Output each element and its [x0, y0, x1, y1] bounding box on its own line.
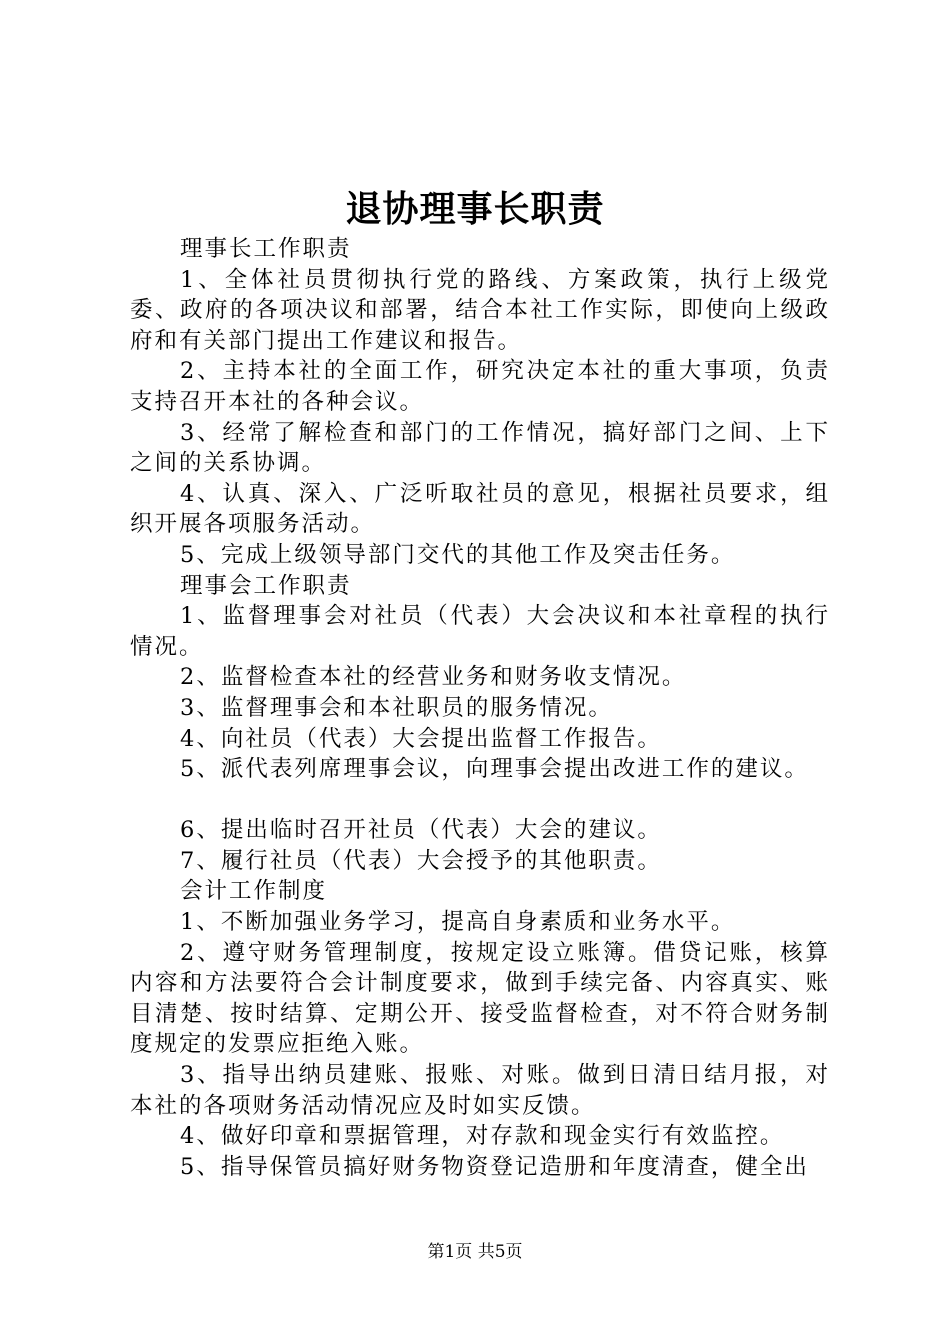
section-heading: 理事长工作职责 [180, 236, 352, 262]
paragraph: 4、做好印章和票据管理，对存款和现金实行有效监控。 [180, 1123, 785, 1150]
page-number-footer: 第1页 共5页 [427, 1242, 523, 1262]
paragraph: 1、全体社员贯彻执行党的路线、方案政策，执行上级党委、政府的各项决议和部署，结合本社工作实际，即使向上级政府和有关部门提出工作建议和报告。 [130, 266, 830, 354]
section-heading: 理事会工作职责 [180, 572, 352, 599]
paragraph: 7、履行社员（代表）大会授予的其他职责。 [180, 847, 662, 874]
paragraph: 3、监督理事会和本社职员的服务情况。 [180, 694, 613, 721]
paragraph: 2、遵守财务管理制度，按规定设立账簿。借贷记账，核算内容和方法要符合会计制度要求，做到手续完备、内容真实、账目清楚、按时结算、定期公开、接受监督检查，对不符合财务制度规定的发票应拒绝入账。 [130, 939, 830, 1058]
paragraph: 3、经常了解检查和部门的工作情况，搞好部门之间、上下之间的关系协调。 [130, 419, 830, 477]
section-heading: 会计工作制度 [180, 878, 328, 905]
paragraph: 2、监督检查本社的经营业务和财务收支情况。 [180, 664, 687, 691]
document-title: 退协理事长职责 [345, 188, 605, 230]
paragraph: 1、监督理事会对社员（代表）大会决议和本社章程的执行情况。 [130, 603, 830, 660]
paragraph: 2、主持本社的全面工作，研究决定本社的重大事项，负责支持召开本社的各种会议。 [130, 358, 830, 415]
paragraph: 1、不断加强业务学习，提高自身素质和业务水平。 [180, 909, 736, 936]
paragraph: 4、认真、深入、广泛听取社员的意见，根据社员要求，组织开展各项服务活动。 [130, 480, 830, 538]
paragraph: 6、提出临时召开社员（代表）大会的建议。 [180, 817, 662, 844]
paragraph: 5、指导保管员搞好财务物资登记造册和年度清查，健全出 [180, 1153, 809, 1180]
blank-line [130, 785, 830, 816]
document-body [130, 234, 830, 1182]
paragraph: 3、指导出纳员建账、报账、对账。做到日清日结月报，对本社的各项财务活动情况应及时如实反馈。 [130, 1062, 830, 1119]
paragraph: 5、派代表列席理事会议，向理事会提出改进工作的建议。 [180, 756, 809, 783]
paragraph: 5、完成上级领导部门交代的其他工作及突击任务。 [180, 541, 736, 568]
paragraph: 4、向社员（代表）大会提出监督工作报告。 [180, 725, 662, 752]
